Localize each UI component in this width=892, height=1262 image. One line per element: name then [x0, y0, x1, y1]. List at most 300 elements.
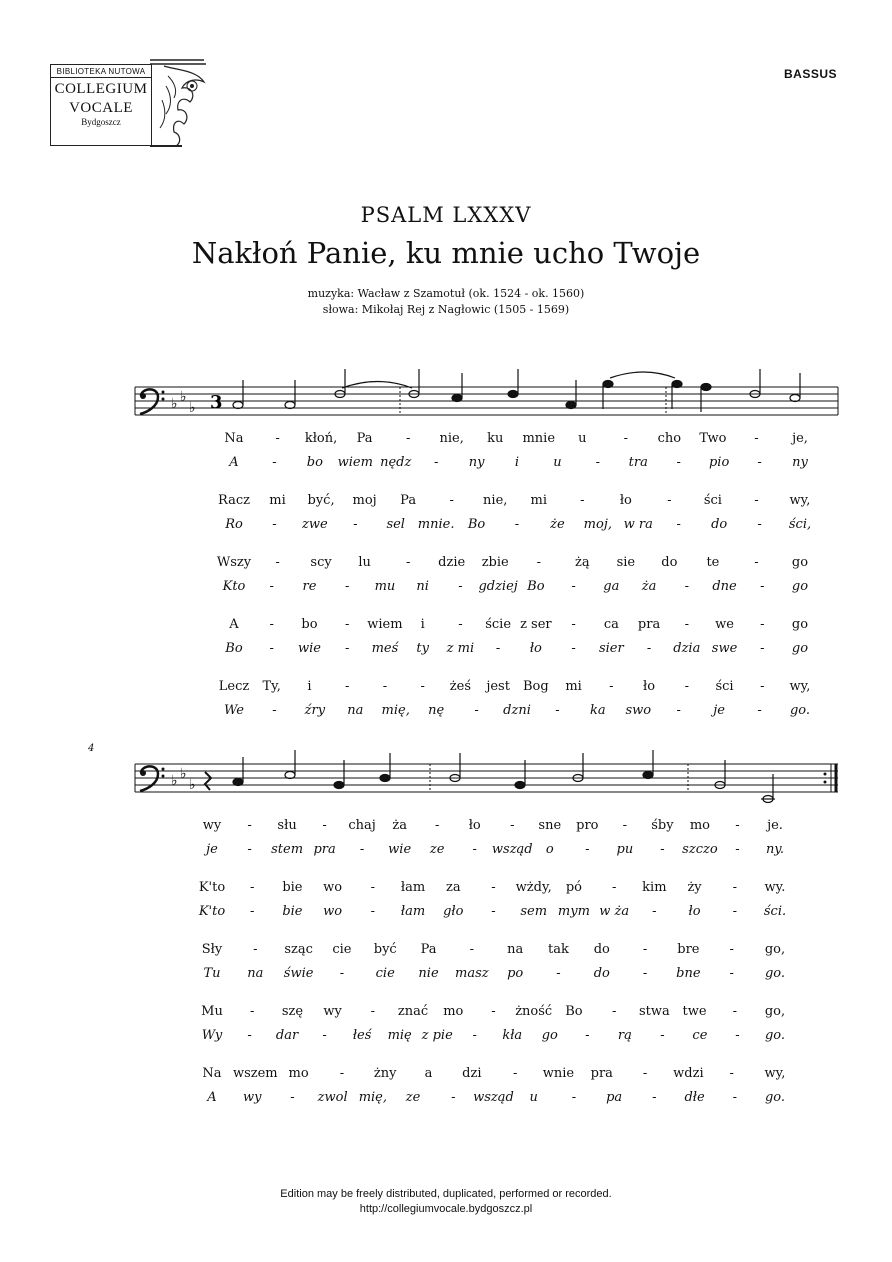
lyric-syllable: wy: [323, 1004, 342, 1019]
lyric-syllable: -: [339, 1066, 345, 1081]
lyric-syllable: -: [735, 1028, 740, 1043]
lyric-syllable: Na: [202, 1066, 222, 1081]
lyric-syllable: -: [556, 966, 561, 981]
music-credit: muzyka: Wacław z Szamotuł (ok. 1524 - ok. 1560): [307, 287, 585, 300]
lyric-syllable: go,: [764, 1004, 786, 1019]
lyric-syllable: -: [754, 431, 759, 446]
lyric-syllable: do: [661, 555, 678, 570]
lyric-syllable: -: [652, 1090, 657, 1105]
lyric-syllable: moj: [352, 493, 377, 508]
lyric-syllable: kłoń,: [304, 431, 338, 446]
lyric-syllable: -: [676, 455, 681, 470]
lyric-syllable: -: [339, 966, 345, 981]
svg-text:♭: ♭: [171, 773, 178, 789]
lyric-syllable: o: [545, 842, 554, 857]
lyric-syllable: dzni: [503, 703, 531, 718]
lyric-syllable: wie: [297, 641, 321, 656]
lyric-syllable: dar: [275, 1028, 299, 1043]
lyric-syllable: bie: [282, 904, 303, 919]
lyric-syllable: mię: [387, 1028, 412, 1043]
lyric-syllable: A: [229, 617, 239, 632]
lyric-syllable: wy.: [764, 880, 786, 895]
lyric-syllable: -: [472, 842, 477, 857]
lyric-syllable: bre: [677, 942, 700, 957]
lyric-syllable: re: [302, 579, 317, 594]
lyric-syllable: je: [206, 842, 218, 857]
lyric-syllable: -: [611, 1004, 617, 1019]
lyric-syllable: mi: [565, 679, 582, 694]
lyric-syllable: ści: [715, 679, 734, 694]
lyric-syllable: We: [224, 703, 244, 718]
logo-top-text: BIBLIOTEKA NUTOWA: [51, 65, 151, 78]
logo-line2: VOCALE: [69, 100, 133, 116]
lyric-syllable: ży: [687, 880, 702, 895]
lyric-syllable: -: [510, 818, 515, 833]
lyric-syllable: -: [622, 818, 628, 833]
lyric-syllable: Bo: [467, 517, 486, 532]
lyric-syllable: -: [491, 904, 496, 919]
lyric-syllable: -: [247, 842, 252, 857]
lyric-syllable: wszem: [232, 1066, 278, 1081]
svg-text:♭: ♭: [189, 777, 196, 793]
notes-system-1: [233, 369, 800, 412]
lyric-syllable: rą: [617, 1028, 632, 1043]
lyric-syllable: sier: [598, 641, 624, 656]
lyric-syllable: -: [472, 1028, 477, 1043]
lyric-syllable: zwe: [302, 517, 328, 532]
lyric-syllable: sem: [520, 904, 548, 919]
lyric-syllable: zwol: [317, 1090, 348, 1105]
lyric-syllable: -: [757, 703, 762, 718]
lyric-syllable: -: [585, 842, 590, 857]
lyric-syllable: -: [571, 579, 576, 594]
lyric-syllable: -: [514, 517, 520, 532]
logo-city: Bydgoszcz: [81, 117, 121, 127]
svg-text:♭: ♭: [180, 389, 187, 405]
lyric-syllable: szę: [281, 1004, 304, 1019]
notes-system-2: [205, 750, 775, 803]
lyric-syllable: Wszy: [216, 555, 252, 570]
lyric-syllable: -: [491, 1004, 496, 1019]
lyric-syllable: w ża: [599, 904, 630, 919]
lyric-syllable: -: [595, 455, 601, 470]
lyric-syllable: twe: [682, 1004, 707, 1019]
lyric-syllable: go.: [764, 966, 786, 981]
lyric-syllable: Two: [699, 431, 727, 446]
lyric-syllable: mu: [374, 579, 396, 594]
lyric-syllable: -: [469, 942, 475, 957]
lyric-syllable: ści.: [763, 904, 787, 919]
lyric-syllable: -: [405, 555, 411, 570]
page-title: Nakłoń Panie, ku mnie ucho Twoje: [191, 236, 701, 270]
lyric-syllable: A: [207, 1090, 217, 1105]
lyric-syllable: -: [754, 555, 759, 570]
lyric-syllable: swo: [625, 703, 652, 718]
lyric-syllable: ni: [416, 579, 429, 594]
lyric-syllable: -: [732, 1090, 737, 1105]
lyric-syllable: -: [495, 641, 501, 656]
lyric-syllable: -: [760, 679, 765, 694]
lyric-syllable: -: [536, 555, 541, 570]
lyric-syllable: nie: [418, 966, 439, 981]
lyric-syllable: A: [229, 455, 239, 470]
lyric-syllable: wsząd: [473, 1090, 514, 1105]
lyric-syllable: wiem: [337, 455, 373, 470]
lyric-syllable: Pa: [400, 493, 417, 508]
lyric-syllable: -: [344, 579, 350, 594]
lyric-syllable: te: [706, 555, 720, 570]
lyric-syllable: gło: [443, 904, 464, 919]
lyric-syllable: -: [382, 679, 388, 694]
lyric-syllable: ło: [468, 818, 481, 833]
lyric-syllable: ty: [416, 641, 429, 656]
lyric-syllable: mnie.: [417, 517, 455, 532]
lyric-syllable: -: [642, 966, 648, 981]
lyric-syllable: -: [359, 842, 365, 857]
lyric-syllable: bo: [306, 455, 323, 470]
lyric-syllable: wżdy,: [515, 880, 552, 895]
lyric-syllable: u: [578, 431, 587, 446]
lyric-syllable: pio: [708, 455, 730, 470]
lyric-syllable: Sły: [201, 942, 223, 957]
lyric-syllable: ża: [641, 579, 657, 594]
lyric-syllable: Wy: [201, 1028, 223, 1043]
lyric-syllable: dzi: [462, 1066, 482, 1081]
lyric-syllable: ca: [603, 617, 619, 632]
lyric-syllable: -: [760, 617, 765, 632]
lyric-syllable: go: [791, 641, 809, 656]
lyric-syllable: mnie: [522, 431, 556, 446]
lyric-syllable: -: [458, 579, 463, 594]
lyric-syllable: i: [420, 617, 425, 632]
lyric-syllable: -: [660, 842, 665, 857]
lyric-syllable: -: [247, 1028, 252, 1043]
measure-number: 4: [88, 743, 95, 754]
lyric-syllable: wy,: [789, 493, 811, 508]
lyric-syllable: dzie: [438, 555, 466, 570]
lyric-syllable: Mu: [201, 1004, 223, 1019]
lyric-syllable: stem: [271, 842, 304, 857]
lyric-syllable: -: [269, 617, 274, 632]
lyric-syllable: go: [791, 617, 809, 632]
svg-text:♭: ♭: [171, 396, 178, 412]
lyric-syllable: -: [732, 1004, 737, 1019]
lyric-syllable: do: [711, 517, 728, 532]
lyric-syllable: -: [684, 579, 689, 594]
lyric-syllable: sne: [538, 818, 562, 833]
lyric-syllable: kim: [642, 880, 667, 895]
lyric-syllable: cie: [332, 942, 352, 957]
lyric-syllable: a: [424, 1066, 433, 1081]
svg-text:♭: ♭: [180, 766, 187, 782]
lyric-syllable: -: [729, 966, 734, 981]
lyric-syllable: mo: [689, 818, 710, 833]
lyric-syllable: z mi: [446, 641, 475, 656]
lyric-syllable: Ro: [225, 517, 243, 532]
lyric-syllable: z pie: [421, 1028, 453, 1043]
lyric-syllable: -: [474, 703, 479, 718]
lyric-syllable: -: [732, 880, 737, 895]
lyric-syllable: pra: [590, 1066, 613, 1081]
time-signature: 3: [210, 392, 223, 413]
lyric-syllable: do: [593, 942, 610, 957]
lyric-syllable: być: [373, 942, 397, 957]
lyric-syllable: -: [642, 942, 648, 957]
lyric-syllable: że: [550, 517, 565, 532]
lyric-syllable: mym: [557, 904, 590, 919]
lyric-syllable: Pa: [420, 942, 437, 957]
footer-license: Edition may be freely distributed, duplicated, performed or recorded.: [280, 1188, 612, 1200]
lyric-syllable: -: [571, 617, 576, 632]
lyric-syllable: za: [445, 880, 461, 895]
lyric-syllable: scy: [310, 555, 332, 570]
lyric-syllable: Tu: [203, 966, 221, 981]
lyric-syllable: ny.: [765, 842, 785, 857]
lyric-syllable: -: [609, 679, 614, 694]
lyric-syllable: wie: [388, 842, 412, 857]
lyric-syllable: nędz: [380, 455, 412, 470]
lyric-syllable: go: [791, 579, 809, 594]
lyric-syllable: pro: [576, 818, 599, 833]
lyric-syllable: ze: [405, 1090, 421, 1105]
lyric-syllable: -: [272, 517, 277, 532]
lyric-syllable: tra: [628, 455, 648, 470]
lyric-syllable: K'to: [198, 904, 226, 919]
lyric-syllable: -: [433, 455, 439, 470]
lyric-syllable: z ser: [520, 617, 552, 632]
lyric-syllable: swe: [711, 641, 738, 656]
lyric-syllable: nę: [428, 703, 445, 718]
lyric-syllable: gdziej: [478, 579, 518, 594]
lyric-syllable: -: [250, 880, 255, 895]
lyric-syllable: zbie: [481, 555, 509, 570]
lyric-syllable: nie,: [483, 493, 508, 508]
lyric-syllable: na: [507, 942, 524, 957]
lyric-syllable: ce: [692, 1028, 708, 1043]
lyric-syllable: -: [684, 679, 689, 694]
lyric-syllable: kła: [502, 1028, 523, 1043]
lyric-syllable: wsząd: [491, 842, 533, 857]
lyric-syllable: u: [553, 455, 562, 470]
lyric-syllable: łam: [400, 880, 426, 895]
psalm-number: PSALM LXXXV: [360, 203, 532, 227]
lyric-syllable: pra: [637, 617, 661, 632]
staff-system-1: [135, 387, 838, 415]
lyric-syllable: -: [322, 1028, 327, 1043]
lyric-syllable: na: [247, 966, 264, 981]
lyric-syllable: Racz: [218, 493, 250, 508]
lyric-syllable: wy: [242, 1090, 262, 1105]
lyric-syllable: -: [322, 818, 327, 833]
lyric-syllable: -: [458, 617, 463, 632]
lyric-syllable: wnie: [542, 1066, 575, 1081]
lyric-syllable: -: [370, 1004, 376, 1019]
lyric-syllable: stwa: [638, 1004, 670, 1019]
lyric-syllable: jest: [486, 679, 510, 694]
lyric-syllable: szczo: [682, 842, 718, 857]
lyric-syllable: łam: [400, 904, 426, 919]
svg-text:♭: ♭: [189, 400, 196, 416]
lyric-syllable: wo: [323, 904, 343, 919]
lyric-syllable: K'to: [198, 880, 226, 895]
lyric-syllable: -: [344, 679, 350, 694]
lyric-syllable: go: [541, 1028, 558, 1043]
lyric-syllable: -: [247, 818, 252, 833]
lyric-syllable: chaj: [348, 818, 376, 833]
lyric-syllable: -: [272, 703, 277, 718]
lyric-syllable: Ty,: [262, 679, 281, 694]
voice-part-label: BASSUS: [783, 67, 837, 81]
lyric-syllable: mo: [443, 1004, 464, 1019]
lyric-syllable: żny: [373, 1066, 397, 1081]
lyric-syllable: -: [611, 880, 617, 895]
lyric-syllable: ło: [643, 679, 656, 694]
lyric-syllable: Kto: [222, 579, 246, 594]
key-signature-flats: [171, 766, 196, 793]
lyric-syllable: -: [652, 904, 657, 919]
lyric-syllable: -: [760, 579, 765, 594]
lyric-syllable: -: [735, 842, 740, 857]
lyric-syllable: ka: [590, 703, 606, 718]
lyric-syllable: wy,: [789, 679, 811, 694]
lyric-syllable: ża: [392, 818, 407, 833]
lyric-syllable: je,: [792, 431, 808, 446]
lyric-syllable: na: [347, 703, 364, 718]
lyric-syllable: go.: [789, 703, 811, 718]
lyric-syllable: Bo: [527, 579, 545, 594]
lyric-syllable: do: [593, 966, 610, 981]
lyric-syllable: masz: [455, 966, 489, 981]
lyric-syllable: -: [732, 904, 737, 919]
lyric-syllable: -: [684, 617, 689, 632]
lyric-syllable: -: [754, 493, 759, 508]
logo-line1: COLLEGIUM: [54, 81, 148, 97]
lyric-syllable: -: [571, 641, 576, 656]
lyric-syllable: -: [451, 1090, 456, 1105]
lyric-syllable: łeś: [352, 1028, 372, 1043]
lyric-syllable: -: [555, 703, 560, 718]
lyric-syllable: -: [250, 1004, 255, 1019]
lyric-syllable: cho: [657, 431, 682, 446]
lyric-syllable: wo: [323, 880, 343, 895]
lyric-syllable: Bo: [565, 1004, 583, 1019]
lyric-syllable: ło: [529, 641, 542, 656]
bass-clef-icon: [140, 389, 165, 414]
words-credit: słowa: Mikołaj Rej z Nagłowic (1505 - 1569): [322, 303, 570, 316]
lyric-syllable: -: [253, 942, 258, 957]
lyric-syllable: go,: [764, 942, 786, 957]
lyric-syllable: w ra: [623, 517, 653, 532]
lyric-syllable: mię,: [381, 703, 410, 718]
lyric-syllable: bne: [676, 966, 701, 981]
lyric-syllable: i: [514, 455, 520, 470]
lyric-syllable: -: [642, 1066, 648, 1081]
lyric-syllable: ny: [792, 455, 808, 470]
lyric-syllable: mo: [288, 1066, 309, 1081]
lyric-syllable: -: [269, 579, 274, 594]
lyric-syllable: ło: [619, 493, 632, 508]
lyric-syllable: ku: [487, 431, 504, 446]
lyric-syllable: -: [449, 493, 454, 508]
lyric-syllable: -: [729, 942, 734, 957]
lyric-syllable: wy: [202, 818, 222, 833]
lyric-syllable: wy,: [764, 1066, 786, 1081]
lyric-syllable: ga: [603, 579, 620, 594]
lyric-syllable: -: [735, 818, 740, 833]
lyric-syllable: -: [757, 455, 762, 470]
lyric-syllable: -: [660, 1028, 665, 1043]
staff-system-2: [135, 764, 838, 792]
lyric-syllable: wiem: [367, 617, 403, 632]
lyric-syllable: -: [434, 818, 440, 833]
lyric-syllable: go.: [764, 1028, 786, 1043]
lyric-syllable: -: [344, 641, 350, 656]
lyric-syllable: go.: [764, 1090, 786, 1105]
lyric-syllable: ście: [485, 617, 512, 632]
lyric-syllable: Bog: [523, 679, 549, 694]
lyric-syllable: świe: [283, 966, 314, 981]
lyric-syllable: -: [512, 1066, 518, 1081]
lyric-syllable: ści,: [788, 517, 812, 532]
lyric-syllable: pu: [616, 842, 634, 857]
lyric-syllable: żność: [515, 1004, 553, 1019]
lyric-syllable: bie: [282, 880, 303, 895]
lyric-syllable: pra: [313, 842, 336, 857]
lyric-syllable: pó: [565, 880, 582, 895]
lyric-syllable: go: [791, 555, 809, 570]
lyric-syllable: -: [646, 641, 652, 656]
lyric-syllable: -: [729, 1066, 734, 1081]
lyric-syllable: -: [676, 517, 681, 532]
lyric-syllable: mię,: [358, 1090, 387, 1105]
lyric-syllable: sie: [616, 555, 636, 570]
lyric-syllable: źry: [304, 703, 326, 718]
lyric-syllable: mi: [530, 493, 548, 508]
lyric-syllable: mi: [269, 493, 286, 508]
lyric-syllable: śby: [651, 818, 674, 833]
lyric-syllable: -: [571, 1090, 577, 1105]
lyric-syllable: słu: [277, 818, 297, 833]
lyric-syllable: ny: [468, 455, 485, 470]
lyric-syllable: po: [507, 966, 524, 981]
lyric-syllable: dłe: [684, 1090, 705, 1105]
bass-clef-icon: [140, 766, 165, 791]
lyric-syllable: moj,: [583, 517, 613, 532]
lyric-syllable: być,: [307, 493, 335, 508]
lyric-syllable: -: [760, 641, 765, 656]
lyric-syllable: je.: [767, 818, 783, 833]
lyric-syllable: żą: [574, 555, 590, 570]
lyric-syllable: sząc: [284, 942, 313, 957]
lyric-syllable: pa: [606, 1090, 623, 1105]
lyric-syllable: meś: [371, 641, 399, 656]
lyric-syllable: -: [344, 617, 350, 632]
lyric-syllable: Na: [224, 431, 244, 446]
lyric-syllable: ło: [688, 904, 701, 919]
lyric-syllable: -: [269, 641, 274, 656]
lyric-syllable: -: [676, 703, 681, 718]
lyric-syllable: -: [370, 880, 376, 895]
lyric-syllable: żeś: [449, 679, 471, 694]
lyric-syllable: -: [580, 493, 585, 508]
footer-url: http://collegiumvocale.bydgoszcz.pl: [359, 1203, 533, 1215]
lyric-syllable: -: [353, 517, 358, 532]
lyric-syllable: cie: [375, 966, 395, 981]
lyric-syllable: nie,: [439, 431, 464, 446]
key-signature-flats: [171, 389, 196, 416]
lyric-syllable: -: [757, 517, 762, 532]
lyric-syllable: -: [290, 1090, 295, 1105]
